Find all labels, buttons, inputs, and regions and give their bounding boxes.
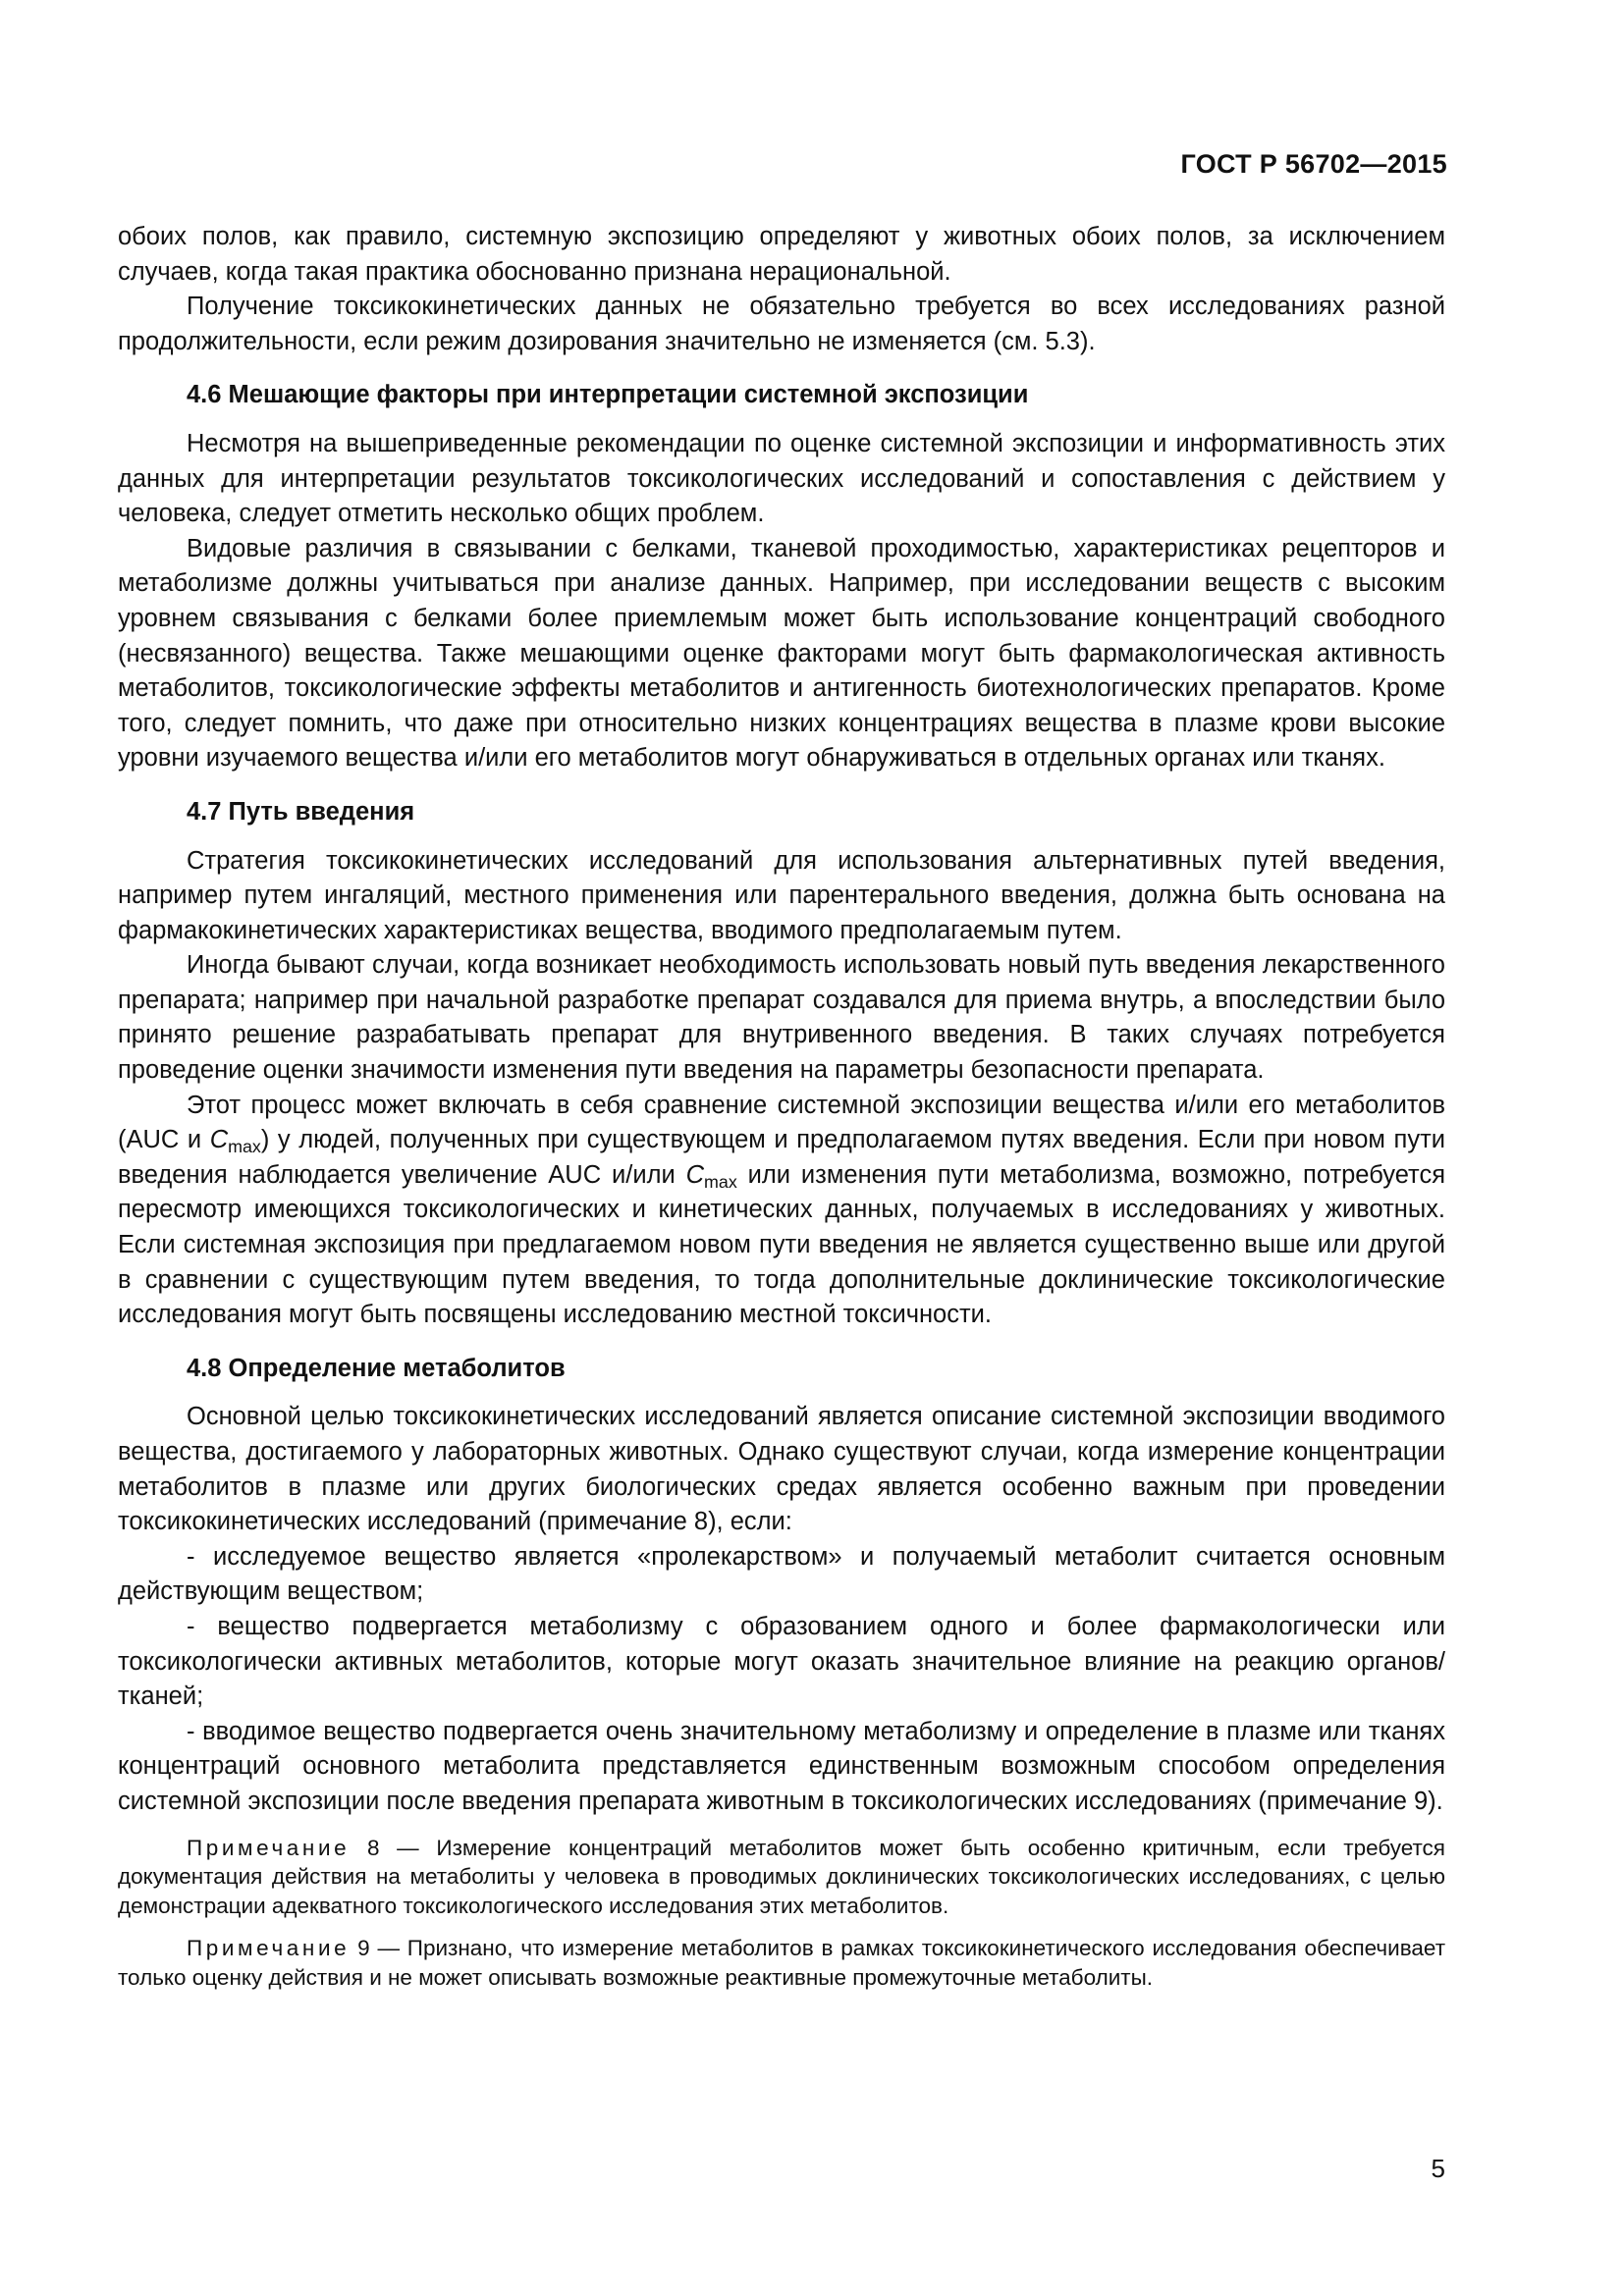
cmax-symbol: C bbox=[685, 1160, 705, 1189]
cmax-subscript: max bbox=[228, 1137, 261, 1157]
note-label: Примечание bbox=[187, 1835, 351, 1860]
section-heading-4-7: 4.7 Путь введения bbox=[187, 797, 415, 826]
note-8 bbox=[118, 1834, 1445, 1921]
section-heading-4-8: 4.8 Определение метаболитов bbox=[187, 1354, 566, 1382]
paragraph-4-7-2: Иногда бывают случаи, когда возникает необходимость использовать новый путь введения лекарственного препарата; например при начальной разработке препарат создавался для приема внутрь, а впоследствии было принято решение разрабатывать препарат для внутривенного введения. В таких случаях потребуется проведение оценки значимости изменения пути введения на параметры безопасности препарата. bbox=[118, 951, 1445, 1085]
note-text: — Признано, что измерение метаболитов в рамках токсикокинетического исследования обеспечивает только оценку действия и не может описывать возможные реактивные промежуточные метаболиты. bbox=[118, 1936, 1445, 1990]
note-label: Примечание bbox=[187, 1936, 351, 1961]
page-number: 5 bbox=[1431, 2154, 1445, 2183]
section-heading-4-6: 4.6 Мешающие факторы при интерпретации системной экспозиции bbox=[187, 381, 1029, 409]
text-run: Этот процесс может включать в себя сравнение системной экспозиции вещества и/или его метаболитов (AUC и bbox=[118, 1091, 1445, 1154]
note-9 bbox=[118, 1934, 1445, 1992]
main-content bbox=[118, 220, 1445, 1992]
paragraph-continued: обоих полов, как правило, системную экспозицию определяют у животных обоих полов, за исключением случаев, когда такая практика обоснованно признана нерациональной. bbox=[118, 223, 1445, 286]
paragraph-4-7-1: Стратегия токсикокинетических исследований для использования альтернативных путей введения, например путем ингаляций, местного применения или парентерального введения, должна быть основана на фармакокинетических характеристиках вещества, вводимого предполагаемым путем. bbox=[118, 846, 1445, 944]
text-run: ) у людей, полученных при существующем и предполагаемом путях введения. Если при новом пути введения наблюдается увеличение AUC и/или bbox=[118, 1126, 1445, 1189]
note-number: 8 bbox=[366, 1835, 380, 1860]
cmax-symbol: C bbox=[209, 1126, 229, 1154]
cmax-subscript: max bbox=[704, 1171, 737, 1192]
list-item-prodrug: - исследуемое вещество является «пролекарством» и получаемый метаболит считается основным действующим веществом; bbox=[118, 1542, 1445, 1606]
list-item-extensive-metabolism: - вводимое вещество подвергается очень значительному метаболизму и определение в плазме или тканях концентраций основного метаболита представляется единственным возможным способом определения системной экспозиции после введения препарата животным в токсикологических исследованиях (примечание 9). bbox=[118, 1717, 1445, 1815]
note-number: 9 bbox=[357, 1936, 370, 1961]
text-run: или изменения пути метаболизма, возможно, потребуется пересмотр имеющихся токсикологических и кинетических данных, получаемых в исследованиях у животных. Если системная экспозиция при предлагаемом новом пути введения не является существенно выше или другой в сравнении с существующим путем введения, то тогда дополнительные доклинические токсикологические исследования могут быть посвящены исследованию местной токсичности. bbox=[118, 1160, 1445, 1329]
paragraph-4-6-1: Несмотря на вышеприведенные рекомендации по оценке системной экспозиции и информативность этих данных для интерпретации результатов токсикологических исследований и сопоставления с действием у человека, следует отметить несколько общих проблем. bbox=[118, 429, 1445, 528]
paragraph-4-8-1: Основной целью токсикокинетических исследований является описание системной экспозиции вводимого вещества, достигаемого у лабораторных животных. Однако существуют случаи, когда измерение концентрации метаболитов в плазме или других биологических средах является особенно важным при проведении токсикокинетических исследований (примечание 8), если: bbox=[118, 1403, 1445, 1536]
list-item-active-metabolites: - вещество подвергается метаболизму с образованием одного и более фармакологически или токсикологически активных метаболитов, которые могут оказать значительное влияние на реакцию органов/тканей; bbox=[118, 1612, 1445, 1711]
paragraph-4-7-3 bbox=[118, 1089, 1445, 1333]
note-text: — Измерение концентраций метаболитов может быть особенно критичным, если требуется документация действия на метаболиты у человека в проводимых доклинических токсикологических исследованиях, с целью демонстрации адекватного токсикологического исследования этих метаболитов. bbox=[118, 1835, 1445, 1918]
paragraph-toxicokinetic-data: Получение токсикокинетических данных не обязательно требуется во всех исследованиях разной продолжительности, если режим дозирования значительно не изменяется (см. 5.3). bbox=[118, 293, 1445, 355]
document-header: ГОСТ Р 56702—2015 bbox=[1180, 149, 1447, 179]
paragraph-4-6-2: Видовые различия в связывании с белками, тканевой проходимостью, характеристиках рецепторов и метаболизме должны учитываться при анализе данных. Например, при исследовании веществ с высоким уровнем связывания с белками более приемлемым может быть использование концентраций свободного (несвязанного) вещества. Также мешающими оценке факторами могут быть фармакологическая активность метаболитов, токсикологические эффекты метаболитов и антигенность биотехнологических препаратов. Кроме того, следует помнить, что даже при относительно низких концентрациях вещества в плазме крови высокие уровни изучаемого вещества и/или его метаболитов могут обнаруживаться в отдельных органах или тканях. bbox=[118, 534, 1445, 773]
